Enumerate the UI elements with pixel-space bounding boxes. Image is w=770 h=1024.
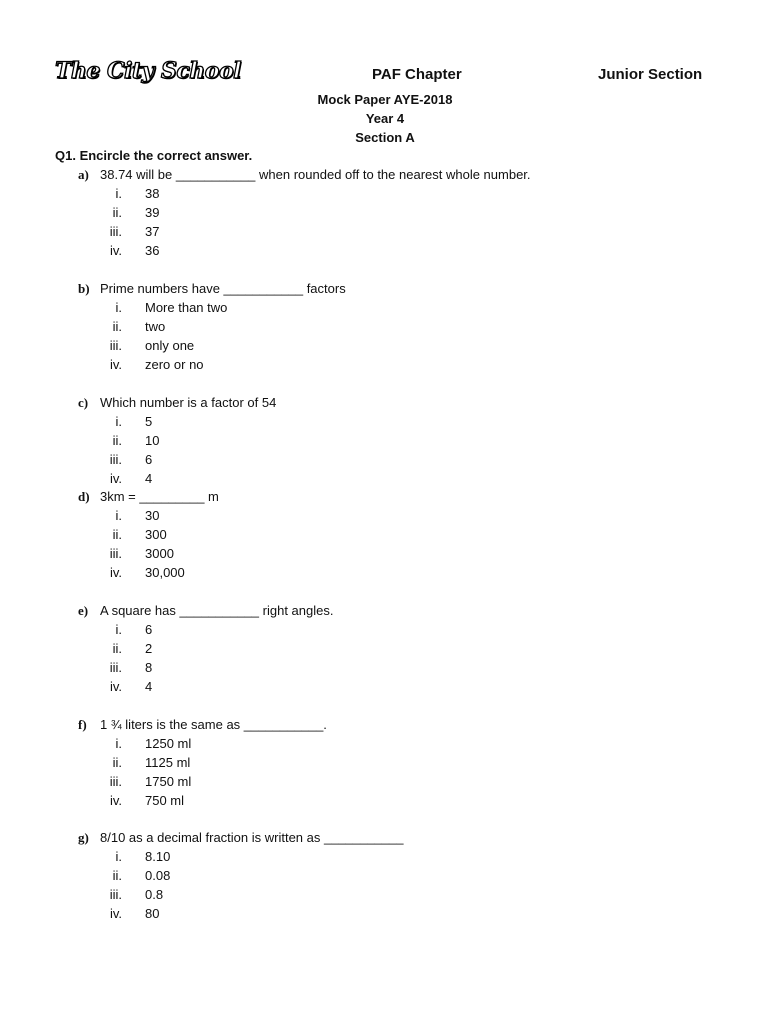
- option-value: 8: [145, 660, 153, 675]
- question-text: 1 ¾ liters is the same as ___________.: [100, 717, 327, 732]
- option-number: i.: [115, 414, 122, 429]
- year-label: Year 4: [365, 111, 405, 126]
- option-number: ii.: [112, 433, 122, 448]
- option-value: only one: [145, 338, 195, 353]
- option-value: two: [145, 319, 166, 334]
- option-number: iv.: [109, 243, 122, 258]
- option-number: iii.: [109, 338, 122, 353]
- option-number: iv.: [109, 565, 122, 580]
- option-value: 750 ml: [145, 793, 185, 808]
- question-c: [78, 395, 276, 411]
- option-number: ii.: [112, 755, 122, 770]
- option-value: 3000: [145, 546, 174, 561]
- option-value: zero or no: [145, 357, 204, 372]
- option-number: ii.: [112, 527, 122, 542]
- option-value: 38: [145, 186, 160, 201]
- option-number: iv.: [109, 906, 122, 921]
- question-heading: Q1. Encircle the correct answer.: [55, 148, 253, 163]
- question-text: 3km = _________ m: [100, 489, 219, 504]
- option-value: 6: [145, 452, 153, 467]
- option-value: 0.08: [145, 868, 171, 883]
- option-value: 30: [145, 508, 160, 523]
- question-letter: b): [78, 281, 90, 296]
- option-number: iv.: [109, 793, 122, 808]
- question-f: [78, 717, 327, 733]
- option-number: iv.: [109, 357, 122, 372]
- question-b: [78, 281, 346, 297]
- option-value: 6: [145, 622, 153, 637]
- option-value: 4: [145, 679, 153, 694]
- option-value: 4: [145, 471, 153, 486]
- option-value: 10: [145, 433, 160, 448]
- question-text: 38.74 will be ___________ when rounded off to the nearest whole number.: [100, 167, 531, 182]
- part-label: Section A: [355, 130, 415, 145]
- option-number: iii.: [109, 660, 122, 675]
- option-value: 1250 ml: [145, 736, 192, 751]
- question-text: 8/10 as a decimal fraction is written as ___________: [100, 830, 404, 845]
- option-number: ii.: [112, 641, 122, 656]
- option-number: iii.: [109, 887, 122, 902]
- option-value: 0.8: [145, 887, 164, 902]
- option-number: iii.: [109, 224, 122, 239]
- option-value: 37: [145, 224, 160, 239]
- option-number: iii.: [109, 546, 122, 561]
- question-text: Prime numbers have ___________ factors: [100, 281, 346, 296]
- question-letter: a): [78, 167, 89, 182]
- option-number: iv.: [109, 679, 122, 694]
- option-value: 1125 ml: [145, 755, 191, 770]
- question-letter: e): [78, 603, 89, 618]
- option-number: i.: [115, 300, 122, 315]
- option-value: 5: [145, 414, 153, 429]
- option-value: 8.10: [145, 849, 171, 864]
- option-value: 80: [145, 906, 160, 921]
- question-letter: g): [78, 830, 89, 845]
- option-number: ii.: [112, 319, 122, 334]
- question-g: [78, 830, 404, 846]
- option-number: i.: [115, 849, 122, 864]
- option-value: 39: [145, 205, 160, 220]
- question-letter: c): [78, 395, 89, 410]
- school-logo: The City School: [55, 58, 241, 84]
- question-d: [78, 489, 219, 505]
- option-number: i.: [115, 622, 122, 637]
- question-e: [78, 603, 333, 619]
- option-number: i.: [115, 186, 122, 201]
- option-number: ii.: [112, 868, 122, 883]
- option-value: 1750 ml: [145, 774, 192, 789]
- question-a: [78, 167, 531, 183]
- paper-title: Mock Paper AYE-2018: [317, 92, 453, 107]
- option-value: More than two: [145, 300, 228, 315]
- option-number: iii.: [109, 452, 122, 467]
- option-number: i.: [115, 508, 122, 523]
- section-title: Junior Section: [598, 66, 703, 83]
- option-number: ii.: [112, 205, 122, 220]
- option-number: iii.: [109, 774, 122, 789]
- chapter-title: PAF Chapter: [372, 66, 462, 83]
- option-value: 36: [145, 243, 160, 258]
- option-number: iv.: [109, 471, 122, 486]
- question-letter: d): [78, 489, 90, 504]
- option-value: 300: [145, 527, 167, 542]
- question-letter: f): [78, 717, 87, 732]
- option-number: i.: [115, 736, 122, 751]
- option-value: 30,000: [145, 565, 185, 580]
- question-text: A square has ___________ right angles.: [100, 603, 334, 618]
- option-value: 2: [145, 641, 153, 656]
- question-text: Which number is a factor of 54: [100, 395, 277, 410]
